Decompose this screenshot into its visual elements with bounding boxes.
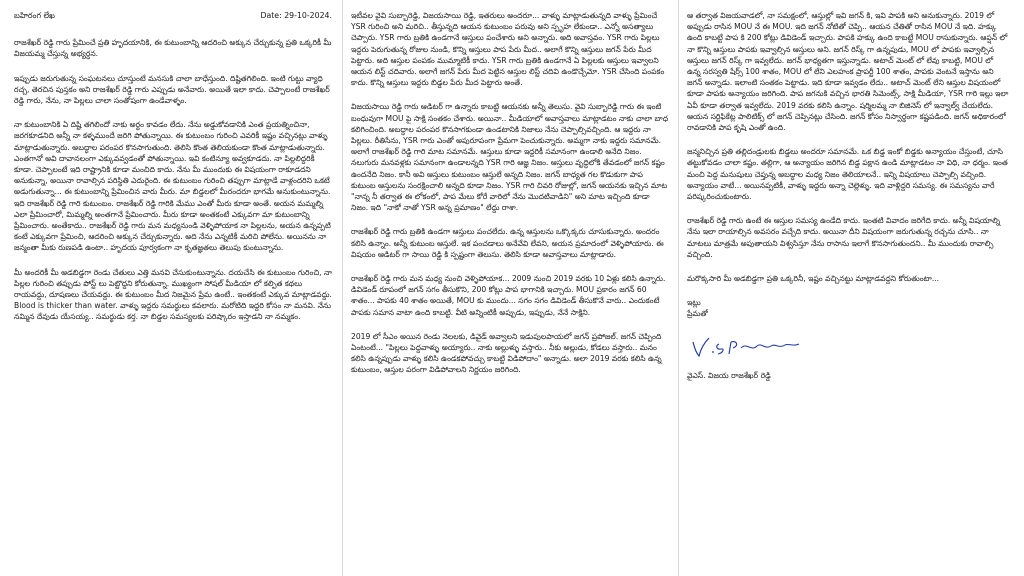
- paragraph: మీ అందరికీ మీ అడబిడ్డగా రెండు చేతులు ఎత్తి మనవి చేసుకుంటున్నాను. దయచేసి ఈ కుటుంబం గురించి, నా పిల్లల గురించి తప్పుడు పోస్ట్ లు పెట్టొద్దని కోరుతున్నా. ముఖ్యంగా సోషల్ మీడియా లో కల్పిత కథలు రాయవద్దు, దూషణలు చేయవద్దు. ఈ కుటుంబం మీద నిజమైన ప్రేమ ఉంటే.. ఇంతకంటే ఎక్కువ మాట్లాడవద్దు. Blood is thicker than water. వాళ్ళు ఇద్దరు సమర్థులు కవలారు. మరోటిది ఇద్దరి కోసం నా మనవి. నేను నమ్మిన దేవుడు యేసయ్య.. సమర్థుడు కర్త. నా బిడ్డల సమస్యలకు పరిష్కారం ఇస్తాడని నా నమ్మకం.: [14, 267, 332, 322]
- paragraph: జన్మనిచ్చిన ప్రతి తల్లిదండ్రులకు బిడ్డలు అందరూ సమానమే. ఒక బిడ్డ ఇంకో బిడ్డకు అన్యాయం చేస్తుంటే, చూసి తట్టుకోవడం చాలా కష్టం. తల్లిగా, ఆ అన్యాయం జరిగిన బిడ్డ పక్షాన ఉండి మాట్లాడటం నా విధి, నా ధర్మం. ఇంత మంచి పెద్ద మనుషులు చెప్తున్న అబద్ధాల మధ్య నిజం తెలియాలనే.. ఇన్ని విషయాలు చెప్పాల్సి వచ్చింది. అన్యాయం వాటే... అయినప్పటికీ, వాళ్ళు ఇద్దరు అన్నా చెల్లెళ్ళు. ఇది వాళ్లిద్దరి సమస్య. ఈ సమస్యను వారే పరిష్కరించుకుంటారు.: [687, 147, 1008, 202]
- signature-block: [687, 334, 1009, 381]
- paragraph: రాజశేఖర్ రెడ్డి గారు ఉంటే ఈ ఆస్తుల సమస్య ఉండేది కాదు. ఇంతటి వివాదం జరిగేది కాదు. అన్నీ విషయాల్ని నేను ఇలా రాయాల్సిన అవసరం వచ్చేది కాదు. అయినా దీని విషయంగా జరుగుతున్న రచ్చను చూసి.. నా మాటలు మాత్రమే అపుతాయని విశ్వసిస్తూ నేను రాసాను ఇలాగే కొనసాగుతుందని.. మీ ముందుకు రావాల్సి వచ్చింది.: [687, 216, 1001, 259]
- paragraph: నా కుటుంబానికి ఏ దిష్టి తగిలిందో నాకు అర్థం కావడం లేదు. నేను అడ్డుకోవడానికి ఎంత ప్రయత్నించినా, జరగకూడనిది అన్నీ నా కళ్ళముందే జరిగి పోతున్నాయి. ఈ కుటుంబం గురించి ఎవరికీ ఇష్టం వచ్చినట్లు వాళ్ళు మాట్లాడుతున్నారు. అబద్ధాల పరంపర కొనసాగుతుంది. తెలిసి కొంత తెలియకుండా కొంత మాట్లాడుతున్నారు. ఎంతగానో అవి దావానలంగా ఎక్కువవ్వడంతో పోతున్నాయి. ఇవి కంటిన్యూ అవ్వకూడదు. నా పిల్లలిద్దరికీ కూడా. చెప్పాలంటే ఇది రాష్ట్రానికి కూడా మంచిది కాదు. నేను మీ ముందుకు ఈ విషయంగా రాకూడదని అనుకున్నా, అయినా రావాల్సిన పరిస్థితి ఎదురైంది. ఈ కుటుంబం గురించి తప్పుగా మాట్లాడే వాళ్లందరిని ఒకటే అడుగుతున్నా... ఈ కుటుంబాన్ని ప్రేమించిన వారు మీరు. మా బిడ్డలలో మీరందరూ భాగమే అనుకుంటున్నాను. ఇది రాజశేఖర్ రెడ్డి గారి కుటుంబం. రాజశేఖర్ రెడ్డి గారికి మేము ఎంతో మీరు కూడా అంతే. అయన మమ్మల్ని ఎలా ప్రేమించారో, మిమ్మల్ని అంతగానే ప్రేమించారు. మీరు కూడా అంతకంటే ఎక్కువగా మా కుటుంబాన్ని ప్రేమించారు. అంతేకాదు.. రాజశేఖర్ రెడ్డి గారు మన మధ్యనుండి వెళ్ళిపోయాక నా పిల్లలను, అయన ఉన్నప్పటి కంటే ఎక్కువగా ప్రేమించి, ఆదరించి అక్కున చేర్చుకున్నారు. అది నేను ఎన్నటికీ మరిచి పోలేను. అయినను నా జన్మంతా మీకు రుణపడి ఉంటా.. హృదయ పూర్వకంగా నా కృతజ్ఞతలు తెలుపు కుంటున్నాను.: [14, 120, 331, 253]
- letter-column-3: [678, 0, 1019, 576]
- letter-date: Date: 29-10-2024.: [260, 11, 332, 20]
- paragraph: రాజశేఖర్ రెడ్డి గారు బ్రతికి ఉండగా ఆస్తులు పంచలేదు. ఉన్న ఆస్తులను ఒక్కొక్కరు చూసుకున్నారు. అందరం కలిసి ఉన్నాం. అన్నీ కుటుంబ ఆస్తులే. ఇక పంచడాలు అనేవేవి లేవని, అయన ప్రమాదంలో వెళ్ళిపోయారు. ఈ విషయం ఆడిటర్ గా సాయి రెడ్డి కి స్పష్టంగా తెలుసు. తెలిసి కూడా అవాస్తవాలు మాట్లాడారు.: [351, 227, 664, 259]
- signatory-name: వైఎస్. విజయ రాజశేఖర్ రెడ్డి: [687, 370, 771, 380]
- closing-text: ఇట్లు ప్రేమతో: [687, 298, 708, 319]
- paragraph: ఇటీవల వైవి సుబ్బారెడ్డి, విజయసాయి రెడ్డి, ఇతరులు అందరూ... వాళ్ళు మాట్లాడుతున్నది వాళ్ళు ప్రేమించే YSR గురించి అని మరిచి.. తీస్తున్నది ఆయన కుటుంబం పరువు అని స్పృహ లేకుండా.. ఎన్నో అసత్యాలు చెప్పారు. YSR గారు బ్రతికి ఉండగానే ఆస్తులు పంచేశారు అని అన్నారు. అది అవాస్తవం. YSR గారు పిల్లలు ఇద్దరు పెరుగుతున్న రోజుల నుండి, కొన్ని ఆస్తులు పాప పేరు మీద.. అలాగే కొన్ని ఆస్తులు జగన్ పేరు మీద పెట్టారు. అది ఆస్తుల పంపకం ముమ్మాటికీ కాదు. YSR గారు బ్రతికి ఉండగానే ఏ పిల్లలకు ఆస్తులు ఇవ్వాలని ఆయన లిస్ట్ చదివారు. అలాగే జగన్ పేరు మీద పెట్టిన ఆస్తుల లిస్ట్ చదివి ఉండొచ్చేమో. YSR చేసింది పంపకం కాదు. కొన్ని ఆస్తులు ఇద్దరు బిడ్డల పేరు మీద పెట్టారు అంతే.: [351, 11, 665, 88]
- letter-header: [14, 10, 332, 21]
- paragraph: రాజశేఖర్ రెడ్డి గారు మన మధ్య నుంచి వెళ్ళిపోయాక... 2009 నుంచి 2019 వరకు 10 ఏళ్లు కలిసి ఉన్నారు. డివిడెండ్ రూపంలో జగన్ సగం తీసుకొని, 200 కోట్లు పాప భాగానికి ఇచ్చారు. MOU ప్రకారం జగన్ 60 శాతం... పాపకు 40 శాతం అయితే, MOU కు ముందు... సగం సగం డివిడెండ్ తీసుకొనే వారు.. ఎందుకంటే పాపకు సమాన వాటా ఉంది కాబట్టి. వీటి అన్నింటికీ అప్పుడు, ఇప్పుడు, నేనే సాక్షిని.: [351, 274, 666, 317]
- letter-title: బహిరంగ లేఖ: [14, 11, 55, 20]
- paragraph: ఇప్పుడు జరుగుతున్న సంఘటనలు చూస్తుంటే మనసుకి చాలా బాధేస్తుంది. దిష్టితగిలింది. ఇంటి గుట్టు వ్యాధి రచ్చ, తెరచిన పుస్తకం అని రాజశేఖర్ రెడ్డి గారు ఎప్పుడు అనేవారు. అయితే ఇలా కాదు. చెప్పాలంటే రాజశేఖర్ రెడ్డి గారు, నేను, నా పిల్లలు చాలా సంతోషంగా ఉండేవాళ్ళం.: [14, 73, 330, 106]
- letter-column-1: [6, 0, 342, 576]
- paragraph: 2019 లో సీఎం అయిన రెండు నెలలకు, డివైడ్ అవ్వాలని ఇడుపులపాయలో జగన్ ప్రపోజల్. జగన్ చెప్పింది ఏంటంటే... "పిల్లలు పెద్దవాళ్ళు అయ్యారు.. నాకు అల్లుళ్ళు వస్తారు.. నీకు అల్లుడు, కోడలు వస్తారు.. మనం కలిసి ఉన్నప్పుడు వాళ్ళు కలిసి ఉండకపోవచ్చు కాబట్టి విడిపోదాం" అన్నాడు. అలా 2019 వరకు కలిసి ఉన్న కుటుంబం, ఆస్తుల పరంగా విడిపోవాలని నిర్ణయం జరిగింది.: [351, 331, 662, 375]
- handwritten-signature: [687, 334, 807, 360]
- letter-column-2: [342, 0, 679, 576]
- paragraph: విజయసాయి రెడ్డి గారు ఆడిటర్ గా ఉన్నారు కాబట్టి ఆయనకు అన్నీ తెలుసు. వైవి సుబ్బారెడ్డి గారు ఈ ఇంటి బంధువుగా MOU పై సాక్షి సంతకం చేశారు. అయినా.. మీడియాలో అవాస్తవాలు మాట్లాడటం నాకు చాలా బాధ కలిగించింది. అబద్ధాల పరంపర కొనసాగకుండా ఉండటానికి నిజాలు నేను చెప్పాల్సివచ్చింది. ఆ ఇద్దరు నా పిల్లలు. రీతిసేను, YSR గారు ఎంతో అపురూపంగా ప్రేమగా పెంచుకున్నారు. అమ్మగా నాకు ఇద్దరు సమానమే. అలాగే రాజశేఖర్ రెడ్డి గారి మాట సమానమే. ఆస్తులు కూడా ఇద్దరికీ సమానంగా ఉండాలి అనేది నిజం. నలుగురు మనవళ్లకు సమానంగా ఉండాలన్నది YSR గారి ఆజ్ఞ నిజం. ఆస్తులు వృద్ధిలోకి తేవడంలో జగన్ కష్టం ఉందనేది నిజం. కానీ అవి ఆస్తులు కుటుంబం ఆస్తులే అన్నది నిజం. జగన్ బాధ్యత గల కొడుకుగా పాప కుటుంబ ఆస్తులను సంరక్షించాలి అన్నది కూడా నిజం. YSR గారి చివరి రోజుల్లో, జగన్ ఆయనకు ఇచ్చిన మాట "నాన్న నీ తర్వాత ఈ లోకంలో, పాప మేలు కోరే వారిలో నేను మొదటివాడిని" అని మాట ఇచ్చింది కూడా నిజం. ఇది "నాకో నాతో YSR అన్న ప్రమాణం" లేద్దు రాశా.: [351, 102, 669, 213]
- paragraph: మరొక్కసారి మీ అడబిడ్డగా ప్రతి ఒక్కరినీ, ఇష్టం వచ్చినట్టు మాట్లాడవద్దని కోరుతుంటా...: [687, 274, 940, 284]
- paragraph: రాజశేఖర్ రెడ్డి గారు ప్రేమించే ప్రతి హృదయానికి, ఈ కుటుంబాన్ని ఆదరించి అక్కున చేర్చుకున్న ప్రతి ఒక్కరికీ మీ విజయమ్మ చేస్తున్న అభ్యర్ధన.: [14, 38, 332, 59]
- paragraph: ఆ తర్వాత విజయవాడలో, నా సమక్షంలో, ఆస్తుల్లో ఇవి జగన్ కి, ఇవి పాపకి అని అనుకున్నారు. 2019 లో అప్పుడు రాసిన MOU నే ఈ MOU. ఇది జగన్ నోటితో చెప్పి.. ఆయన చేతితో రాసిన MOU నే ఇది. హక్కు ఉంది కాబట్టే పాప కి 200 కోట్లు డివిడెండ్ ఇచ్చారు. పాపకి హక్కు ఉంది కాబట్టే MOU రాసుకున్నారు. ఆప్షన్ లో నా కొన్ని ఆస్తులు పాపకు ఇవ్వాల్సిన ఆస్తులు అని. జగన్ రిస్క్ గా ఉన్నపుడు, MOU లో పాపకు ఇవ్వాల్సిన ఆస్తులు జగన్ రిస్క్ గా ఇవ్వలేదు. జగన్ భాధ్యతగా ఇస్తున్నాడు. అటాచ్ మెంట్ లో లేవు కాబట్టి, MOU లో ఉన్న సరస్వతి షేర్స్ 100 శాతం, MOU లో లేని ఎలహంక ప్రాపర్టీ 100 శాతం, పాపకు వెంటనే ఇస్తాను అని జగన్ అన్నాడు. ఇలాంటి సంతకం పెట్టాడు. ఇది కూడా ఇవ్వడం లేదు.. అటాచ్ మెంట్ లేని ఆస్తుల విషయంలో కూడా పాపకు అన్యాయం జరిగింది. పాప జగనుకి వచ్చిన భారతి సిమెంట్స్, సాక్షి మీడియా, YSR గారి ఇల్లు ఇలా ఏవీ కూడా తర్వాత ఇవ్వలేదు. 2019 వరకు కలిసి ఉన్నాం. షర్మిలమ్మ నా బిజినెస్ లో ఇన్వాల్వ్ చేయలేదు. ఆయన సర్టిఫికేట్ల పాలిటిక్స్ లో జగన్ చెప్పినట్లు చేసింది. జగన్ కోసం నిస్వార్థంగా కష్టపడింది. జగన్ అధికారంలో రావడానికి పాప కృషి ఎంతో ఉంది.: [687, 11, 1009, 133]
